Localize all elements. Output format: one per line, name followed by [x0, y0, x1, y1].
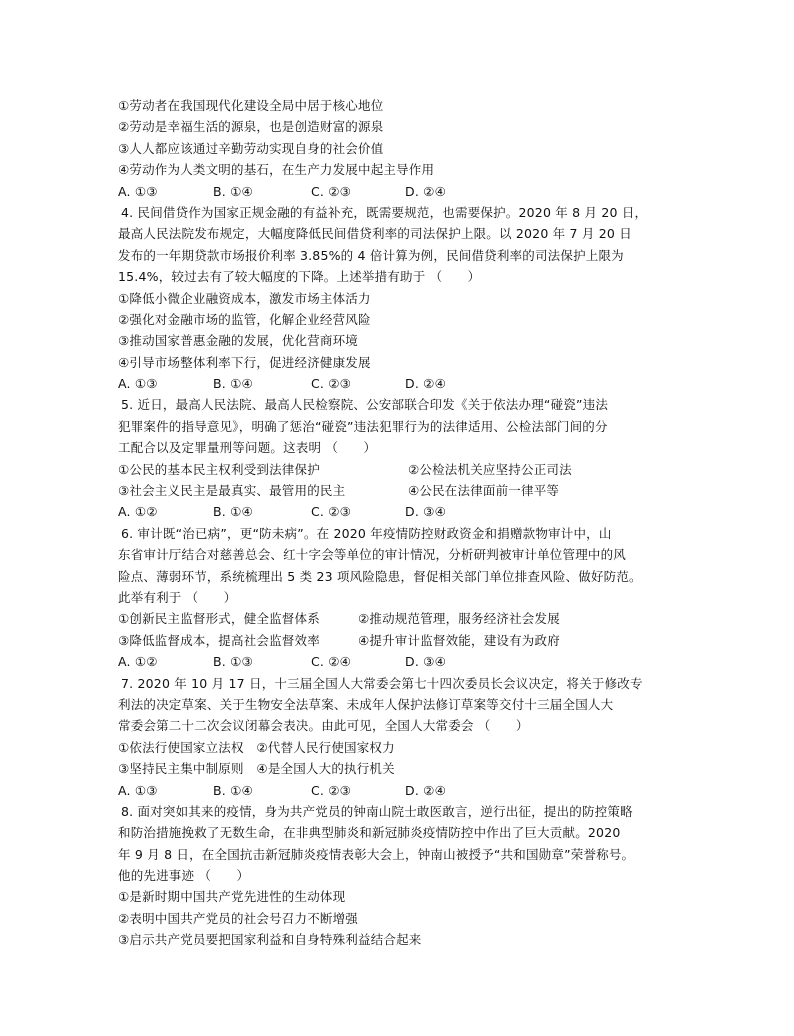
answer-choices	[118, 373, 678, 394]
question-7-stem-line: 7. 2020 年 10 月 17 日，十三届全国人大常委会第七十四次委员长会议决定，将关于修改专	[121, 675, 643, 691]
choice-d: D. ②④	[405, 376, 446, 392]
option-statement-4: ④劳动作为人类文明的基石，在生产力发展中起主导作用	[118, 162, 435, 178]
question-7-item-row: ①依法行使国家立法权 ②代替人民行使国家权力	[118, 739, 395, 755]
question-6-item: ③降低监督成本，提高社会监督效率	[118, 632, 320, 648]
question-6-stem-line: 东省审计厅结合对慈善总会、红十字会等单位的审计情况，分析研判被审计单位管理中的风	[118, 547, 627, 563]
question-5-item: ④公民在法律面前一律平等	[408, 483, 560, 499]
question-4-item: ③推动国家普惠金融的发展，优化营商环境	[118, 333, 359, 349]
choice-b: B. ①③	[213, 654, 253, 670]
choice-a: A. ①③	[118, 782, 158, 798]
question-5-item: ②公检法机关应坚持公正司法	[408, 461, 572, 477]
question-7-stem-line: 利法的决定草案、关于生物安全法草案、未成年人保护法修订草案等交付十三届全国人大	[118, 696, 614, 712]
choice-d: D. ②④	[405, 183, 446, 199]
question-7-item-row: ③坚持民主集中制原则 ④是全国人大的执行机关	[118, 761, 395, 777]
question-6-stem-line: 此举有利于 （ ）	[118, 589, 237, 605]
question-5-item-row	[118, 480, 678, 501]
question-4-stem-line: 发布的一年期贷款市场报价利率 3.85%的 4 倍计算为例，民间借贷利率的司法保护上限为	[118, 247, 624, 263]
choice-a: A. ①③	[118, 376, 158, 392]
question-6-stem-line: 险点、薄弱环节，系统梳理出 5 类 23 项风险隐患，督促相关部门单位排查风险、做好防范。	[118, 568, 642, 584]
document-page	[118, 95, 678, 951]
answer-choices	[118, 651, 678, 672]
choice-b: B. ①④	[213, 376, 253, 392]
question-6-item-row	[118, 630, 678, 651]
choice-b: B. ①④	[213, 782, 253, 798]
question-5-item: ③社会主义民主是最真实、最管用的民主	[118, 483, 346, 499]
question-8-stem-line: 年 9 月 8 日，在全国抗击新冠肺炎疫情表彰大会上，钟南山被授予“共和国勋章”荣誉称号。	[118, 846, 635, 862]
question-8-item: ②表明中国共产党员的社会号召力不断增强	[118, 910, 359, 926]
question-6-item: ②推动规范管理，服务经济社会发展	[358, 611, 560, 627]
choice-d: D. ③④	[405, 504, 446, 520]
choice-a: A. ①②	[118, 654, 158, 670]
question-6-item: ①创新民主监督形式，健全监督体系	[118, 611, 320, 627]
choice-d: D. ③④	[405, 654, 446, 670]
choice-a: A. ①③	[118, 183, 158, 199]
option-statement-3: ③人人都应该通过辛勤劳动实现自身的社会价值	[118, 140, 384, 156]
choice-c: C. ②③	[311, 183, 352, 199]
option-statement-1: ①劳动者在我国现代化建设全局中居于核心地位	[118, 98, 384, 113]
option-statement-2: ②劳动是幸福生活的源泉，也是创造财富的源泉	[118, 119, 384, 135]
question-6-item-row	[118, 608, 678, 629]
question-8-item: ③启示共产党员要把国家利益和自身特殊利益结合起来	[118, 932, 422, 948]
choice-c: C. ②③	[311, 504, 352, 520]
answer-choices	[118, 181, 678, 202]
question-8-stem-line: 8. 面对突如其来的疫情，身为共产党员的钟南山院士敢医敢言，逆行出征，提出的防控策略	[121, 803, 633, 819]
question-5-item-row	[118, 459, 678, 480]
choice-a: A. ①②	[118, 504, 158, 520]
question-7-stem-line: 常委会第二十二次会议闭幕会表决。由此可见，全国人大常委会 （ ）	[118, 718, 529, 734]
choice-b: B. ①④	[213, 183, 253, 199]
choice-c: C. ②④	[311, 654, 352, 670]
question-8-stem-line: 他的先进事迹 （ ）	[118, 868, 250, 884]
question-4-item: ②强化对金融市场的监管，化解企业经营风险	[118, 311, 371, 327]
choice-c: C. ②③	[311, 782, 352, 798]
question-4-item: ①降低小微企业融资成本，激发市场主体活力	[118, 290, 371, 306]
answer-choices	[118, 780, 678, 801]
question-8-stem-line: 和防治措施挽救了无数生命，在非典型肺炎和新冠肺炎疫情防控中作出了巨大贡献。2020	[118, 825, 621, 841]
question-4-stem-line: 15.4%，较过去有了较大幅度的下降。上述举措有助于 （ ）	[118, 269, 481, 285]
question-6-item: ④提升审计监督效能，建设有为政府	[358, 632, 560, 648]
question-5-stem-line: 工配合以及定罪量刑等问题。这表明 （ ）	[118, 440, 377, 456]
question-4-item: ④引导市场整体利率下行，促进经济健康发展	[118, 354, 371, 370]
question-4-stem-line: 最高人民法院发布规定，大幅度降低民间借贷利率的司法保护上限。以 2020 年 7 月 20 日	[118, 226, 632, 242]
answer-choices	[118, 501, 678, 522]
question-4-stem-line: 4. 民间借贷作为国家正规金融的有益补充，既需要规范，也需要保护。2020 年 8 月 20 日，	[121, 204, 648, 220]
question-6-stem-line: 6. 审计既“治已病”，更“防未病”。在 2020 年疫情防控财政资金和捐赠款物审计中，山	[121, 525, 612, 541]
choice-b: B. ①④	[213, 504, 253, 520]
choice-c: C. ②③	[311, 376, 352, 392]
question-5-stem-line: 犯罪案件的指导意见》，明确了惩治“碰瓷”违法犯罪行为的法律适用、公检法部门间的分	[118, 418, 608, 434]
question-5-stem-line: 5. 近日，最高人民法院、最高人民检察院、公安部联合印发《关于依法办理“碰瓷”违法	[121, 397, 609, 413]
choice-d: D. ②④	[405, 782, 446, 798]
question-8-item: ①是新时期中国共产党先进性的生动体现	[118, 889, 346, 905]
question-5-item: ①公民的基本民主权利受到法律保护	[118, 461, 320, 477]
